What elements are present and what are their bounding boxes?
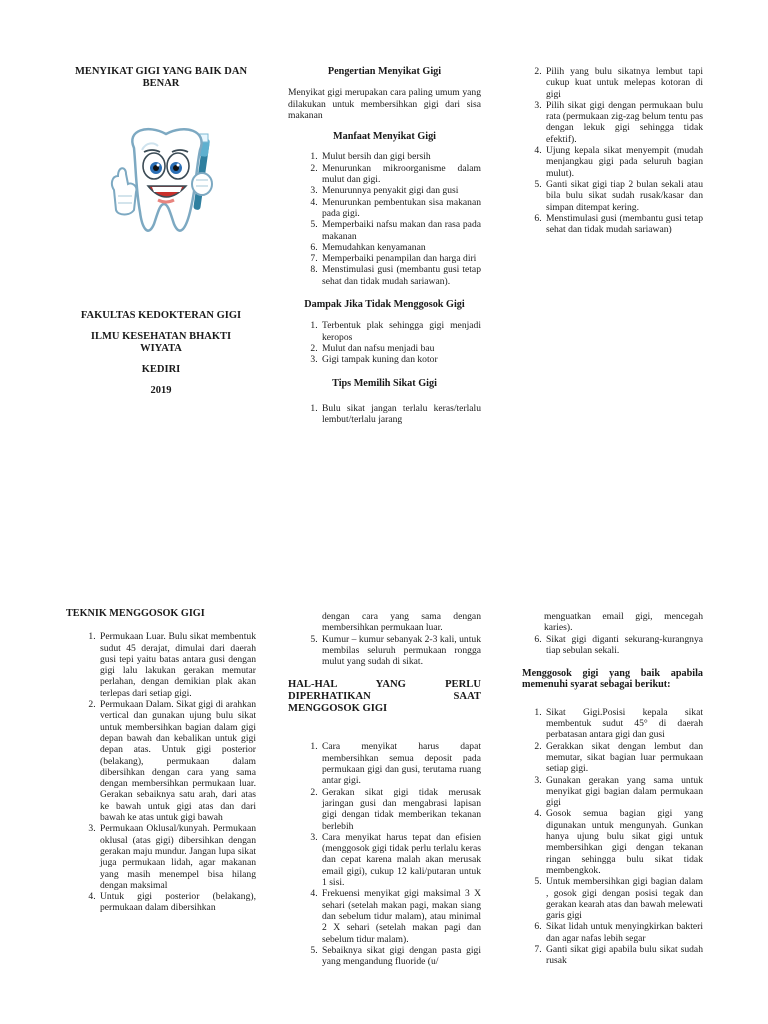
teknik-list-part2 [288,634,481,668]
pengertian-heading: Pengertian Menyikat Gigi [327,66,442,77]
bottom-right-panel [522,611,703,967]
syarat-list [522,707,703,967]
manfaat-heading: Manfaat Menyikat Gigi [333,131,436,143]
pengertian-text: Menyikat gigi merupakan cara paling umum yang dilakukan untuk membersihkan gigi dari sisa makanan [288,87,481,121]
year: 2019 [150,385,172,396]
brush-hand [192,173,212,195]
list-item: 1. Permukaan Luar. Bulu sikat membentuk sudut 45 derajat, dimulai dari daerah gusi tepi yaitu batas antara gusi dengan gigi lalu lakukan gerakan memutar perlahan, dengan demikian plak akan terlepas dari setiap gigi. [98,631,256,699]
list-item: 6. Memudahkan kenyamanan [320,242,481,253]
hal-heading-line1: HAL-HAL YANG PERLU DIPERHATIKAN SAAT [288,679,481,703]
list-item: 7. Ganti sikat gigi apabila bulu sikat sudah rusak [544,944,703,967]
list-item: 1. Bulu sikat jangan terlalu keras/terlalu lembut/terlalu jarang [320,403,481,426]
list-item: 1. Terbentuk plak sehingga gigi menjadi keropos [320,320,481,343]
list-item: 3. Menurunnya penyakit gigi dan gusi [320,185,481,196]
list-item: 6. Sikat lidah untuk menyingkirkan bakteri dan agar nafas lebih segar [544,921,703,944]
city-name: KEDIRI [141,364,181,375]
list-item: 2. Mulut dan nafsu menjadi bau [320,343,481,354]
list-item: 1. Cara menyikat harus dapat membersihkan semua deposit pada permukaan gigi dan gusi, terutama ruang antar gigi. [320,741,481,786]
tips-heading: Tips Memilih Sikat Gigi [332,377,437,389]
cover-title: MENYIKAT GIGI YANG BAIK DAN BENAR [74,66,248,89]
institute-name: ILMU KESEHATAN BHAKTI WIYATA [90,331,232,354]
list-item: 6. Sikat gigi diganti sekurang-kurangnya tiap sebulan sekali. [544,634,703,657]
list-item: 2. Menurunkan mikroorganisme dalam mulut dan gigi. [320,163,481,186]
list-item [320,945,481,968]
teknik-item4-continued: dengan cara yang sama dengan membersihkan permukaan luar. [322,611,481,634]
hal-list-part1 [288,741,481,967]
list-item: 3. Gunakan gerakan yang sama untuk menyikat gigi bagian dalam permukaan gigi [544,775,703,809]
list-item: 2. Gerakan sikat gigi tidak merusak jaringan gusi dan mengabrasi lapisan gigi dengan tidak memberikan tekanan berlebih [320,787,481,832]
thumbs-up-hand [112,168,136,214]
list-item: 1. Mulut bersih dan gigi bersih [320,151,481,162]
list-item: 7. Memperbaiki penampilan dan harga diri [320,253,481,264]
tips-list-part2 [522,66,703,235]
teknik-list-part1 [66,631,256,913]
top-right-panel [522,66,703,235]
list-item: 4. Menurunkan pembentukan sisa makanan pada gigi. [320,197,481,220]
tooth-mascot-illustration [96,120,236,247]
bottom-middle-panel [288,611,481,967]
tips-list-part1 [288,403,481,426]
faculty-name: FAKULTAS KEDOKTERAN GIGI [80,310,242,321]
list-item: 2. Gerakkan sikat dengan lembut dan memutar, sikat bagian luar permukaan setiap gigi. [544,741,703,775]
list-item: 5. Kumur – kumur sebanyak 2-3 kali, untuk membilas seluruh permukaan rongga mulut yang sudah di sikat. [320,634,481,668]
list-item: 4. Ujung kepala sikat menyempit (mudah menjangkau gigi pada seluruh bagian mulut). [544,145,703,179]
list-item: 3. Pilih sikat gigi dengan permukaan bulu rata (permukaan zig-zag belum tentu pas dengan lekuk gigi sehingga tidak efektif). [544,100,703,145]
hal-heading-line2: MENGGOSOK GIGI [288,703,388,715]
institution-block [66,310,256,397]
list-item: 1. Sikat Gigi.Posisi kepala sikat membentuk sudut 45° di daerah perbatasan antara gigi dan gusi [544,707,703,741]
hal-item5-continued: menguatkan email gigi, mencegah karies). [544,611,703,634]
list-item: 8. Menstimulasi gusi (membantu gusi tetap sehat dan tidak mudah sariawan). [320,264,481,287]
list-item: 2. Pilih yang bulu sikatnya lembut tapi cukup kuat untuk melepas kotoran di gigi [544,66,703,100]
list-item [98,891,256,914]
list-item: 5. Ganti sikat gigi tiap 2 bulan sekali atau bila bulu sikat sudah rusak/kasar dan simpan ditempat kering. [544,179,703,213]
top-middle-panel [288,66,481,425]
teknik-item4-start: Untuk gigi posterior (belakang), permukaan dalam dibersihkan [100,891,256,914]
syarat-heading: Menggosok gigi yang baik apabila memenuhi syarat sebagai berikut: [522,668,703,691]
list-item: 6. Menstimulasi gusi (membantu gusi tetap sehat dan tidak mudah sariawan) [544,213,703,236]
hal-item5-start: Sebaiknya sikat gigi dengan pasta gigi yang mengandung fluoride (u/ [322,944,481,968]
hal-list-part2 [522,634,703,657]
list-item: 4. Gosok semua bagian gigi yang digunakan untuk mengunyah. Gunkan hanya ujung bulu sikat gigi untuk membersihkan gigi dengan tekanan ringan sehingga bulu sikat tidak membengkok. [544,808,703,876]
list-item: 5. Untuk membersihkan gigi bagian dalam , gosok gigi dengan posisi tegak dan gerakan kearah atas dan bawah melewati garis gigi [544,876,703,921]
list-item: 2. Permukaan Dalam. Sikat gigi di arahkan vertical dan gunakan ujung bulu sikat untuk membersihkan bagian dalam gigi depan bawah dan kebalikan untuk gigi depan atas. Untuk gigi posterior (belakang), permukaan dalam dibersihkan dengan cara yang sama dengan membersihkan permukaan luar. Gerakan sebaiknya satu arah, dari atas ke bawah untuk gigi atas dan dari bawah ke atas untuk gigi bawah [98,699,256,823]
list-item: 3. Gigi tampak kuning dan kotor [320,354,481,365]
list-item: 3. Permukaan Oklusal/kunyah. Permukaan oklusal (atas gigi) dibersihkan dengan gerakan maju mundur. Jangan lupa sikat juga permukaan lidah, agar makanan yang masih menempel bisa hilang dengan maksimal [98,823,256,891]
dampak-heading: Dampak Jika Tidak Menggosok Gigi [304,299,465,311]
list-item: 4. Frekuensi menyikat gigi maksimal 3 X sehari (setelah makan pagi, makan siang dan sebelum tidur malam), atau minimal 2 X sehari (setelah makan pagi dan sebelum tidur malam). [320,888,481,944]
list-item: 3. Cara menyikat harus tepat dan efisien (menggosok gigi tidak perlu terlalu keras dan cepat karena malah akan merusak email gigi), cukup 12 kali/putaran untuk 1 sisi. [320,832,481,888]
manfaat-list [288,151,481,287]
dampak-list [288,320,481,365]
teknik-heading: TEKNIK MENGGOSOK GIGI [66,608,205,619]
list-item: 5. Memperbaiki nafsu makan dan rasa pada makanan [320,219,481,242]
cover-title-block [66,66,256,90]
bottom-left-panel [66,608,256,914]
